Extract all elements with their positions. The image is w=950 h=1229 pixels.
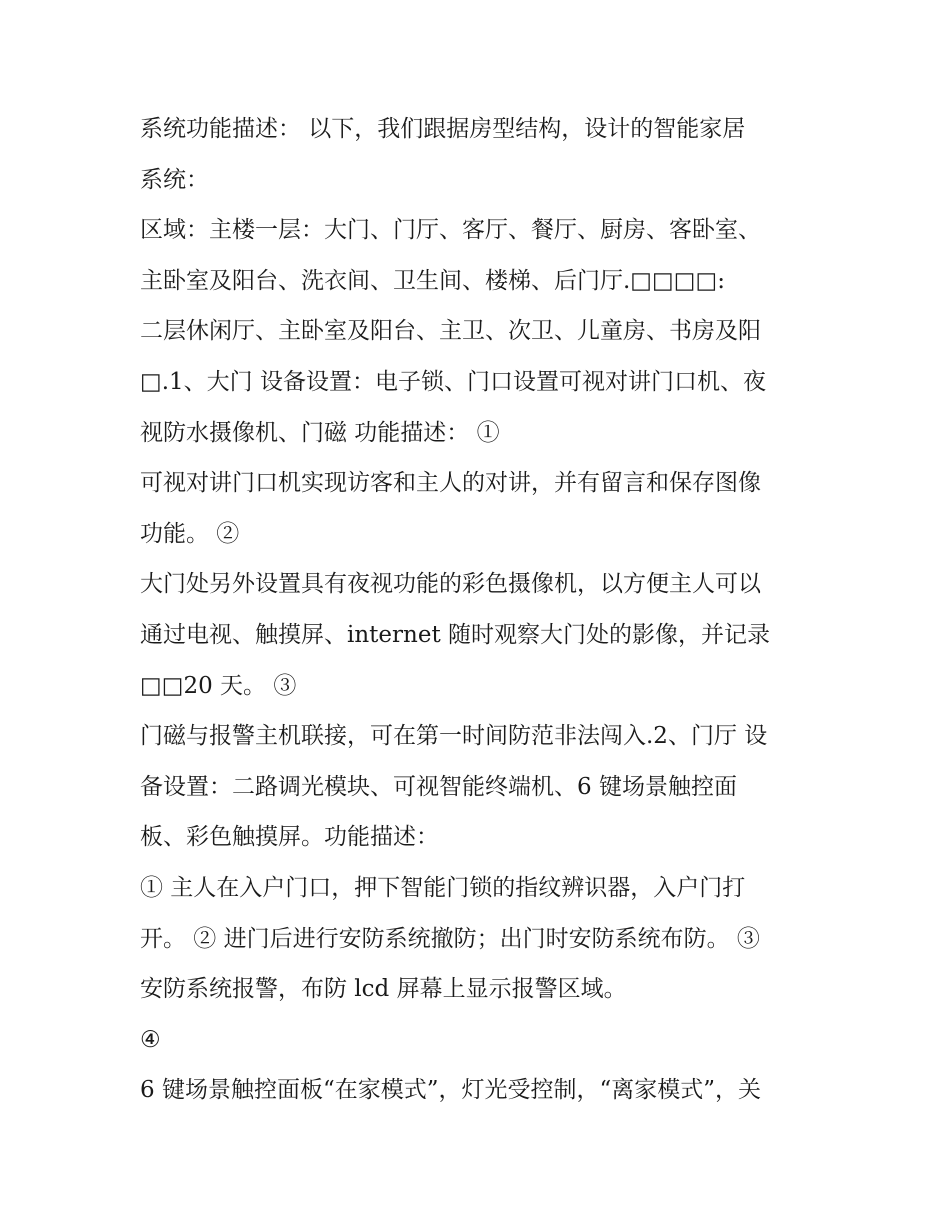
text-line: ④ bbox=[140, 1026, 161, 1053]
text-line: 可视对讲门口机实现访客和主人的对讲，并有留言和保存图像 bbox=[140, 470, 761, 497]
text-line: 大门处另外设置具有夜视功能的彩色摄像机，以方便主人可以 bbox=[140, 571, 761, 598]
text-line: 6 键场景触控面板“在家模式”，灯光受控制，“离家模式”，关 bbox=[140, 1077, 761, 1104]
text-line: ① 主人在入户门口，押下智能门锁的指纹辨识器，入户门打 bbox=[140, 874, 746, 901]
text-line: 通过电视、触摸屏、internet 随时观察大门处的影像，并记录 bbox=[140, 621, 770, 648]
text-line: 安防系统报警，布防 lcd 屏幕上显示报警区域。 bbox=[140, 976, 627, 1003]
text-line: 主卧室及阳台、洗衣间、卫生间、楼梯、后门厅.□□□□: bbox=[140, 267, 725, 294]
text-line: 门磁与报警主机联接，可在第一时间防范非法闯入.2、门厅 设 bbox=[140, 723, 768, 750]
text-line: 视防水摄像机、门磁 功能描述： ① bbox=[140, 419, 500, 446]
text-line: 系统功能描述： 以下，我们跟据房型结构，设计的智能家居 bbox=[140, 116, 746, 142]
text-line: 二层休闲厅、主卧室及阳台、主卫、次卫、儿童房、书房及阳 bbox=[140, 318, 761, 345]
text-line: 区域：主楼一层：大门、门厅、客厅、餐厅、厨房、客卧室、 bbox=[140, 217, 761, 244]
text-line: 功能。 ② bbox=[140, 520, 240, 547]
text-line: □.1、大门 设备设置：电子锁、门口设置可视对讲门口机、夜 bbox=[140, 368, 766, 395]
text-line: 备设置：二路调光模块、可视智能终端机、6 键场景触控面 bbox=[140, 773, 737, 800]
text-line: 板、彩色触摸屏。功能描述： bbox=[140, 824, 439, 851]
text-line: 系统： bbox=[140, 166, 209, 193]
document-body bbox=[140, 104, 820, 1116]
text-line: 开。 ② 进门后进行安防系统撤防；出门时安防系统布防。 ③ bbox=[140, 925, 760, 952]
text-line: □□20 天。 ③ bbox=[140, 672, 297, 699]
